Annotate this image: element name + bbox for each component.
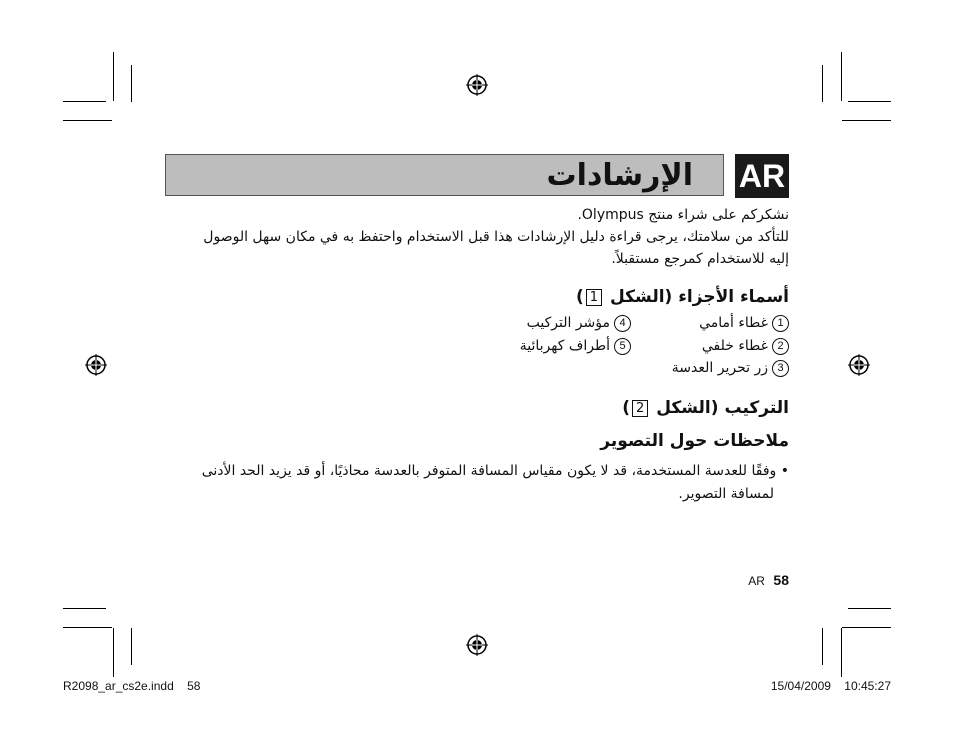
crop-mark [131,628,132,665]
crop-mark [63,608,106,609]
parts-heading [576,285,789,309]
footer-time: 10:45:27 [844,679,891,693]
mounting-heading-text: التركيب (الشكل [656,398,789,418]
crop-mark [848,608,891,609]
note-continuation: لمسافة التصوير. [678,486,774,502]
crop-mark [822,628,823,665]
intro-line: للتأكد من سلامتك، يرجى قراءة دليل الإرشادات هذا قبل الاستخدام واحتفظ به في مكان سهل الوصول [203,229,789,245]
parts-heading-text: أسماء الأجزاء (الشكل [609,287,789,307]
title-bar [165,154,724,196]
part-label: أطراف كهربائية [519,338,610,354]
crop-mark [822,65,823,102]
crop-mark [113,52,114,101]
mounting-heading-paren: ) [622,398,630,418]
registration-mark-icon [85,354,107,376]
footer-date: 15/04/2009 [770,679,831,693]
part-number: 1 [772,315,789,332]
mounting-heading [622,396,789,420]
part-item [699,313,789,333]
crop-mark [848,101,891,102]
page-number [748,572,789,590]
crop-mark [131,65,132,102]
footer-timestamp [771,679,891,693]
page-num: 58 [773,572,789,588]
crop-mark [63,627,112,628]
parts-heading-paren: ) [575,287,584,307]
crop-mark [63,101,106,102]
part-label: غطاء خلفي [701,338,768,354]
crop-mark [841,628,842,677]
footer-file-page: 58 [187,679,201,693]
crop-mark [63,120,112,121]
footer-file [63,679,200,693]
registration-mark-icon [466,74,488,96]
intro-line: نشكركم على شراء منتج Olympus. [577,207,789,223]
part-label: زر تحرير العدسة [671,360,768,376]
part-number: 5 [614,338,631,355]
figure-number-box: 1 [586,289,602,306]
note-text: وفقًا للعدسة المستخدمة، قد لا يكون مقياس المسافة المتوفر بالعدسة محاذيًا، أو قد يزيد الحد الأدنى [201,463,777,479]
part-item [527,313,631,333]
registration-mark-icon [466,634,488,656]
part-number: 4 [614,315,631,332]
part-item [520,336,631,356]
page-lang: AR [748,574,765,588]
page-title: الإرشادات [546,158,693,193]
part-item [702,336,789,356]
part-item [672,358,789,378]
crop-mark [113,628,114,677]
footer-filename: R2098_ar_cs2e.indd [63,679,174,693]
bullet: • [780,463,789,479]
crop-mark [842,627,891,628]
part-number: 3 [772,360,789,377]
note-item [202,461,789,481]
registration-mark-icon [848,354,870,376]
crop-mark [841,52,842,101]
part-label: مؤشر التركيب [526,315,610,331]
language-badge: AR [735,154,789,198]
part-label: غطاء أمامي [699,315,768,331]
figure-number-box: 2 [632,400,648,417]
intro-line: إليه للاستخدام كمرجع مستقبلاً. [611,251,789,267]
part-number: 2 [772,338,789,355]
crop-mark [842,120,891,121]
notes-heading: ملاحظات حول التصوير [600,431,789,451]
